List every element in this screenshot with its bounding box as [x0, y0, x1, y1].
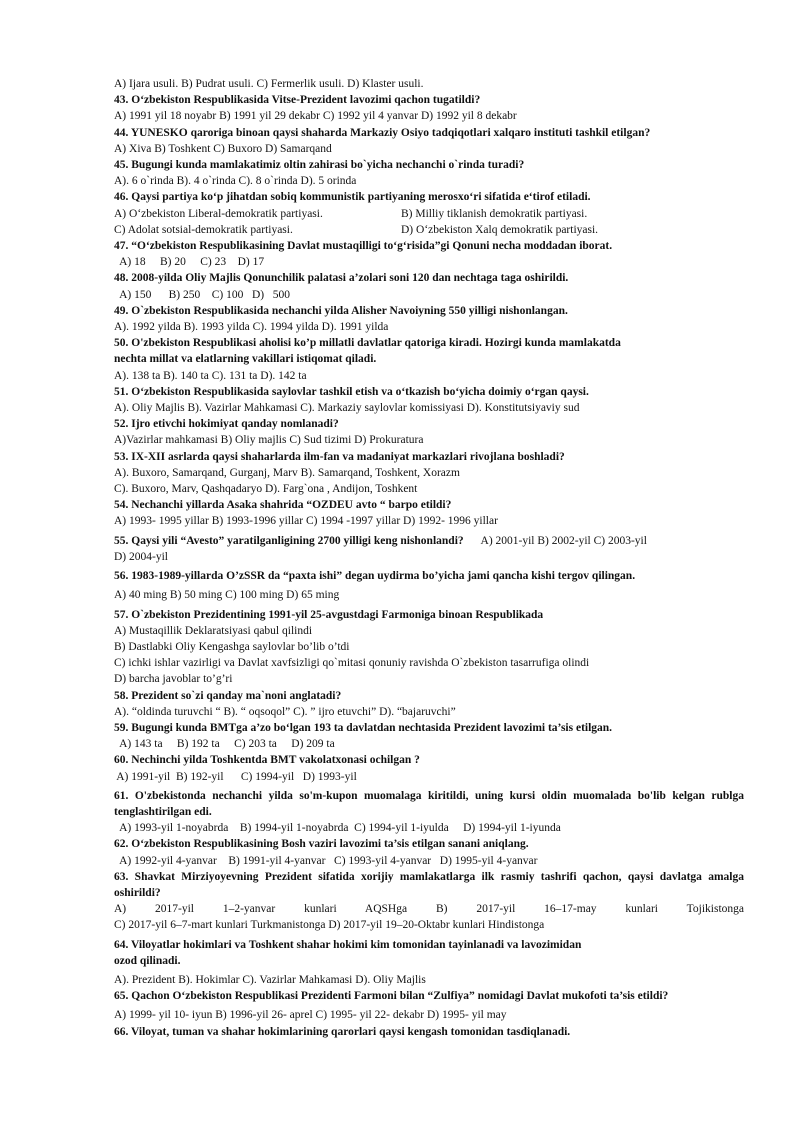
question-58: 58. Prezident so`zi qanday ma`noni anglatadi?	[114, 689, 342, 702]
answer-options-53-row2: C). Buxoro, Marv, Qashqadaryo D). Farg`ona , Andijon, Toshkent	[114, 483, 418, 496]
answer-options-48: A) 150 B) 250 C) 100 D) 500	[114, 288, 291, 301]
question-54: 54. Nechanchi yillarda Asaka shahrida “OZDEU avto “ barpo etildi?	[114, 499, 452, 512]
question-49: 49. O`zbekiston Respublikasida nechanchi yilda Alisher Navoiyning 550 yilligi nishonlangan.	[114, 304, 568, 317]
question-48: 48. 2008-yilda Oliy Majlis Qonunchilik palatasi a’zolari soni 120 dan nechtaga taga oshirildi.	[114, 272, 569, 285]
answer-options-50: A). 138 ta B). 140 ta C). 131 ta D). 142 ta	[114, 369, 307, 382]
answer-options-65: A) 1999- yil 10- iyun B) 1996-yil 26- aprel C) 1995- yil 22- dekabr D) 1995- yil may	[114, 1009, 507, 1022]
answer-options-47: A) 18 B) 20 C) 23 D) 17	[114, 256, 265, 269]
question-50-line2: nechta millat va elatlarning vakillari istiqomat qiladi.	[114, 353, 377, 366]
question-61: 61. O'zbekistonda nechanchi yilda so'm-kupon muomalaga kiritildi, uning kursi oldin muomalada bo'lib kelgan rublga tenglashtirilgan edi.	[114, 789, 744, 818]
answer-options-54: A) 1993- 1995 yillar B) 1993-1996 yillar C) 1994 -1997 yillar D) 1992- 1996 yillar	[114, 515, 498, 528]
question-56: 56. 1983-1989-yillarda O’zSSR da “paxta ishi” degan uydirma bo’yicha jami qancha kishi tergov qilingan.	[114, 570, 636, 583]
answer-46-c: C) Adolat sotsial-demokratik partiyasi.	[114, 223, 293, 236]
answer-options-53-row1: A). Buxoro, Samarqand, Gurganj, Marv B). Samarqand, Toshkent, Xorazm	[114, 466, 460, 479]
answer-57-d: D) barcha javoblar to’g’ri	[114, 673, 233, 686]
answer-options-46-row2	[114, 222, 744, 238]
question-55: 55. Qaysi yili “Avesto” yaratilganligining 2700 yilligi keng nishonlandi?	[114, 534, 464, 547]
answer-options-46-row1	[114, 206, 744, 222]
question-51: 51. O‘zbekiston Respublikasida saylovlar tashkil etish va o‘tkazish bo‘yicha doimiy o‘rgan qaysi.	[114, 385, 589, 398]
question-64-line2: ozod qilinadi.	[114, 954, 181, 967]
answer-options-55-d: D) 2004-yil	[114, 550, 168, 563]
question-63: 63. Shavkat Mirziyoyevning Prezident sifatida xorijiy mamlakatlarga ilk rasmiy tashrifi qachon, qaysi davlatga amalga oshirildi?	[114, 870, 744, 899]
answer-57-a: A) Mustaqillik Deklaratsiyasi qabul qilindi	[114, 624, 313, 637]
answer-options-60: A) 1991-yil B) 192-yil C) 1994-yil D) 1993-yil	[114, 770, 357, 783]
question-59: 59. Bugungi kunda BMTga a’zo bo‘lgan 193 ta davlatdan nechtasida Prezident lavozimi ta’sis etilgan.	[114, 721, 613, 734]
answer-options-45: A). 6 o`rinda B). 4 o`rinda C). 8 o`rinda D). 5 orinda	[114, 175, 357, 188]
question-45: 45. Bugungi kunda mamlakatimiz oltin zahirasi bo`yicha nechanchi o`rinda turadi?	[114, 159, 525, 172]
answer-options-52: A)Vazirlar mahkamasi B) Oliy majlis C) Sud tizimi D) Prokuratura	[114, 434, 424, 447]
answer-options-44: A) Xiva B) Toshkent C) Buxoro D) Samarqand	[114, 142, 332, 155]
question-66: 66. Viloyat, tuman va shahar hokimlarining qarorlari qaysi kengash tomonidan tasdiqlanadi.	[114, 1025, 571, 1038]
answer-options-59: A) 143 ta B) 192 ta C) 203 ta D) 209 ta	[114, 738, 335, 751]
answer-options-63-row2: C) 2017-yil 6–7-mart kunlari Turkmanistonga D) 2017-yil 19–20-Oktabr kunlari Hindistonga	[114, 919, 545, 932]
question-62: 62. O‘zbekiston Respublikasining Bosh vaziri lavozimi ta’sis etilgan sanani aniqlang.	[114, 838, 529, 851]
answer-options-62: A) 1992-yil 4-yanvar B) 1991-yil 4-yanvar C) 1993-yil 4-yanvar D) 1995-yil 4-yanvar	[114, 854, 538, 867]
answer-options-49: A). 1992 yilda B). 1993 yilda C). 1994 yilda D). 1991 yilda	[114, 321, 389, 334]
question-43: 43. O‘zbekiston Respublikasida Vitse-Prezident lavozimi qachon tugatildi?	[114, 94, 481, 107]
question-50-line1: 50. O'zbekiston Respublikasi aholisi ko’p millatli davlatlar qatoriga kiradi. Hozirgi kunda mamlakatda	[114, 337, 621, 350]
answer-options-42: A) Ijara usuli. B) Pudrat usuli. C) Fermerlik usuli. D) Klaster usuli.	[114, 78, 424, 90]
question-60: 60. Nechinchi yilda Toshkentda BMT vakolatxonasi ochilgan ?	[114, 754, 420, 767]
answer-46-a: A) O‘zbekiston Liberal-demokratik partiyasi.	[114, 207, 323, 220]
question-53: 53. IX-XII asrlarda qaysi shaharlarda ilm-fan va madaniyat markazlari rivojlana boshladi?	[114, 450, 565, 463]
question-65: 65. Qachon O‘zbekiston Respublikasi Prezidenti Farmoni bilan “Zulfiya” nomidagi Davlat mukofoti ta’sis etildi?	[114, 990, 669, 1003]
answer-46-b: B) Milliy tiklanish demokratik partiyasi.	[401, 207, 588, 220]
answer-options-43: A) 1991 yil 18 noyabr B) 1991 yil 29 dekabr C) 1992 yil 4 yanvar D) 1992 yil 8 dekabr	[114, 110, 517, 123]
answer-57-b: B) Dastlabki Oliy Kengashga saylovlar bo’lib o’tdi	[114, 640, 350, 653]
answer-options-51: A). Oliy Majlis B). Vazirlar Mahkamasi C). Markaziy saylovlar komissiyasi D). Konstitutsiyaviy sud	[114, 402, 580, 415]
answer-options-61: A) 1993-yil 1-noyabrda B) 1994-yil 1-noyabrda C) 1994-yil 1-iyulda D) 1994-yil 1-iyunda	[114, 822, 561, 835]
answer-options-58: A). “oldinda turuvchi “ B). “ oqsoqol” C). ” ijro etuvchi” D). “bajaruvchi”	[114, 705, 456, 718]
question-47: 47. “O‘zbekiston Respublikasining Davlat mustaqilligi to‘g‘risida”gi Qonuni necha moddadan iborat.	[114, 240, 613, 253]
question-55-row	[114, 533, 744, 549]
question-57: 57. O`zbekiston Prezidentining 1991-yil 25-avgustdagi Farmoniga binoan Respublikada	[114, 608, 544, 621]
answer-options-56: A) 40 ming B) 50 ming C) 100 ming D) 65 ming	[114, 589, 340, 602]
question-list	[114, 76, 744, 1040]
answer-options-55-abc: A) 2001-yil B) 2002-yil C) 2003-yil	[480, 534, 647, 547]
answer-options-63-row1: A) 2017-yil 1–2-yanvar kunlari AQSHga B) 2017-yil 16–17-may kunlari Tojikistonga	[114, 903, 744, 916]
question-44: 44. YUNESKO qaroriga binoan qaysi shaharda Markaziy Osiyo tadqiqotlari xalqaro instituti tashkil etilgan?	[114, 126, 651, 139]
question-64-line1: 64. Viloyatlar hokimlari va Toshkent shahar hokimi kim tomonidan tayinlanadi va lavozimidan	[114, 938, 582, 951]
question-46: 46. Qaysi partiya ko‘p jihatdan sobiq kommunistik partiyaning merosxo‘ri sifatida e‘tirof etiladi.	[114, 191, 591, 204]
answer-57-c: C) ichki ishlar vazirligi va Davlat xavfsizligi qo`mitasi qonuniy ravishda O`zbekiston tasarrufiga olindi	[114, 657, 590, 670]
answer-options-64: A). Prezident B). Hokimlar C). Vazirlar Mahkamasi D). Oliy Majlis	[114, 973, 426, 986]
answer-46-d: D) O‘zbekiston Xalq demokratik partiyasi.	[401, 223, 599, 236]
question-52: 52. Ijro etivchi hokimiyat qanday nomlanadi?	[114, 418, 339, 431]
